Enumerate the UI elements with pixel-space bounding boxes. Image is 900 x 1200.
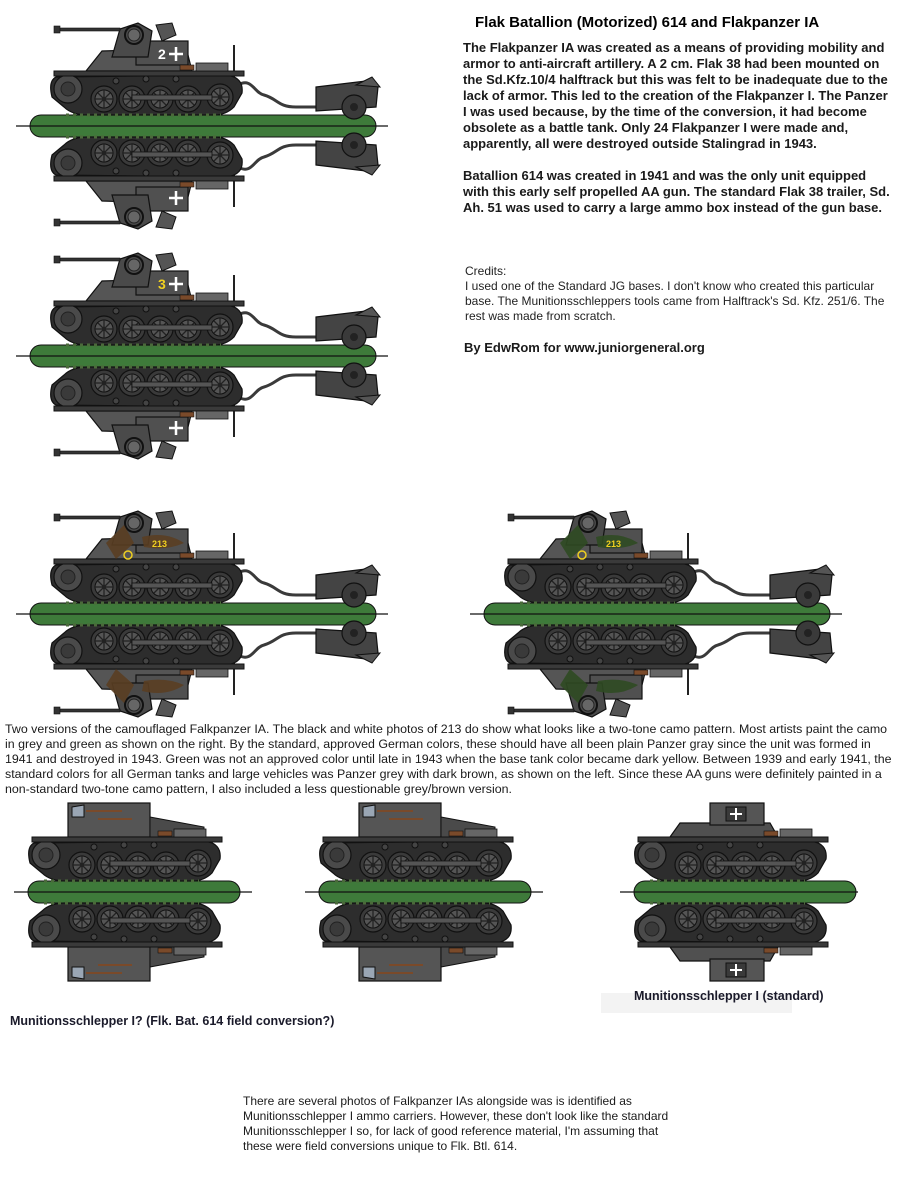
flakpanzer-top-view — [51, 23, 380, 119]
intro-paragraph: The Flakpanzer IA was created as a means of providing mobility and armor to anti-aircraft artillery. A 2 cm. Flak 38 had been mounted on the Sd.Kfz.10/4 halftrack but this was felt to be inadequate due to the lack of armor. This led to the creation of the Flakpanzer I. The Panzer I was used because, by the time of the conversion, it had become obsolete as a battle tank. Only 24 Flakpanzer I were made and, apparently, all were destroyed outside Stalingrad in 1943. — [463, 40, 888, 151]
flakpanzer-213-green-counter — [470, 503, 842, 725]
munitionsschlepper-conversion-a-counter — [14, 795, 254, 985]
intro-text — [463, 40, 893, 232]
camo-description: Two versions of the camouflaged Falkpanzer IA. The black and white photos of 213 do show what looks like a two-tone camo pattern. Most artists paint the camo in grey and green as shown on the right. By the standard, approved German colors, these should have all been plain Panzer gray since the unit was formed in 1941 and destroyed in 1943. Green was not an approved color until late in 1943 when the base tank color became dark yellow. Between 1939 and early 1941, the standard colors for all German tanks and large vehicles was Panzer grey with dark brown, as shown on the left. Since these AA guns were definitely painted in a non-standard two-tone camo pattern, I also included a less questionable grey/brown version. — [5, 722, 892, 796]
caption-munitionsschlepper-standard: Munitionsschlepper I (standard) — [634, 989, 824, 1003]
munitionsschlepper-conversion-b-counter — [305, 795, 545, 985]
footnote-text: There are several photos of Falkpanzer IAs alongside was is identified as Munitionsschlepper I ammo carriers. However, these don't look like the standard Munitionsschlepper I so, for lack of good reference material, I'm assuming that these were field conversions unique to Flk. Btl. 614. — [243, 1094, 669, 1153]
turret-number: 213 — [152, 539, 168, 549]
page-title: Flak Batallion (Motorized) 614 and Flakpanzer IA — [475, 14, 820, 31]
turret-number: 2 — [158, 46, 166, 62]
caption-munitionsschlepper-conversion: Munitionsschlepper I? (Flk. Bat. 614 field conversion?) — [10, 1014, 335, 1028]
credits-text: I used one of the Standard JG bases. I don't know who created this particular base. The Munitionsschleppers tools came from Halftrack's Sd. Kfz. 251/6. The rest was made from scratch. — [465, 279, 885, 323]
munitionsschlepper-standard-counter — [620, 795, 860, 985]
credits-heading: Credits: — [465, 264, 507, 278]
author-byline: By EdwRom for www.juniorgeneral.org — [464, 340, 705, 355]
flakpanzer-213-brown-counter — [16, 503, 388, 725]
turret-number: 213 — [606, 539, 622, 549]
flakpanzer-2-counter — [16, 15, 388, 237]
intro-paragraph: Batallion 614 was created in 1941 and was the only unit equipped with this early self propelled AA gun. The standard Flak 38 trailer, Sd. Ah. 51 was used to carry a large ammo box instead of the gun base. — [463, 168, 890, 215]
flakpanzer-mirror-view — [51, 133, 380, 229]
turret-number: 3 — [158, 276, 166, 292]
credits-block — [465, 264, 895, 324]
flakpanzer-3-counter — [16, 245, 388, 467]
